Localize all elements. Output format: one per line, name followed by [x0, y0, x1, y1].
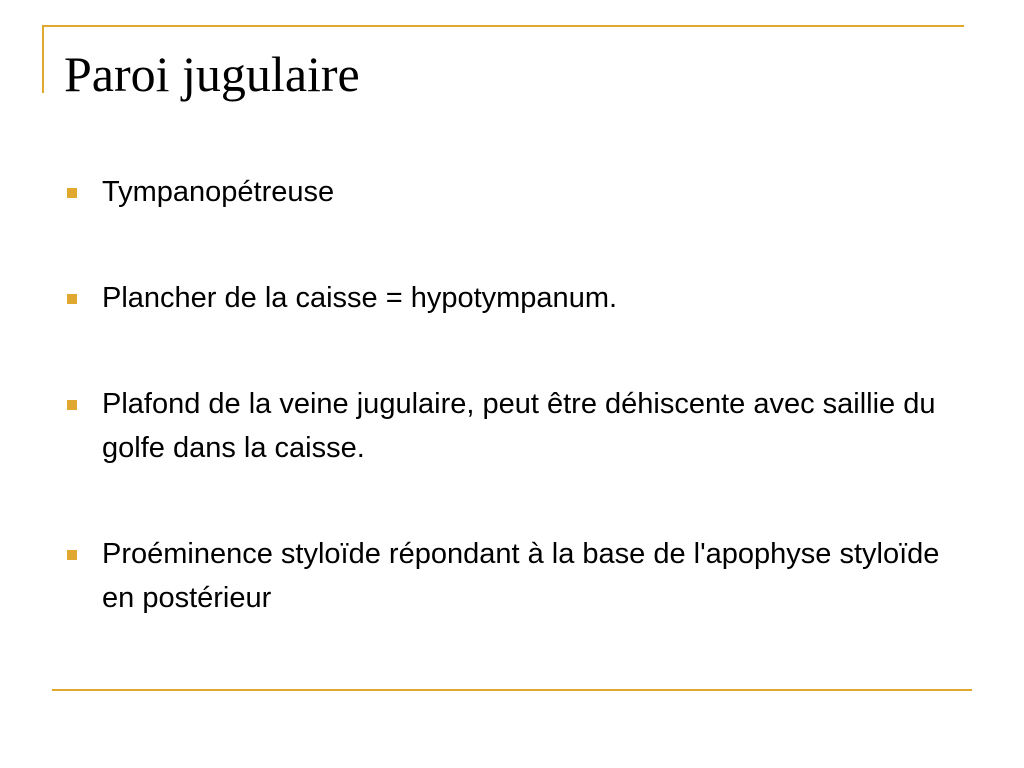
slide-title: Paroi jugulaire: [64, 46, 360, 102]
bullet-item: [64, 532, 944, 620]
bullet-item: [64, 382, 944, 470]
square-bullet-icon: [67, 400, 77, 410]
square-bullet-icon: [67, 550, 77, 560]
bullet-item: [64, 276, 944, 320]
bullet-list: [64, 170, 944, 620]
bullet-text: Plafond de la veine jugulaire, peut être déhiscente avec saillie du golfe dans la caisse.: [102, 388, 936, 464]
bullet-item: [64, 170, 944, 214]
square-bullet-icon: [67, 294, 77, 304]
bullet-text: Proéminence styloïde répondant à la base de l'apophyse styloïde en postérieur: [102, 538, 940, 614]
footer-accent-line: [52, 689, 972, 691]
bullet-text: Tympanopétreuse: [102, 176, 335, 208]
title-accent-top-line: [42, 25, 964, 27]
bullet-text: Plancher de la caisse = hypotympanum.: [102, 282, 618, 314]
square-bullet-icon: [67, 188, 77, 198]
title-accent-vertical-line: [42, 25, 44, 93]
